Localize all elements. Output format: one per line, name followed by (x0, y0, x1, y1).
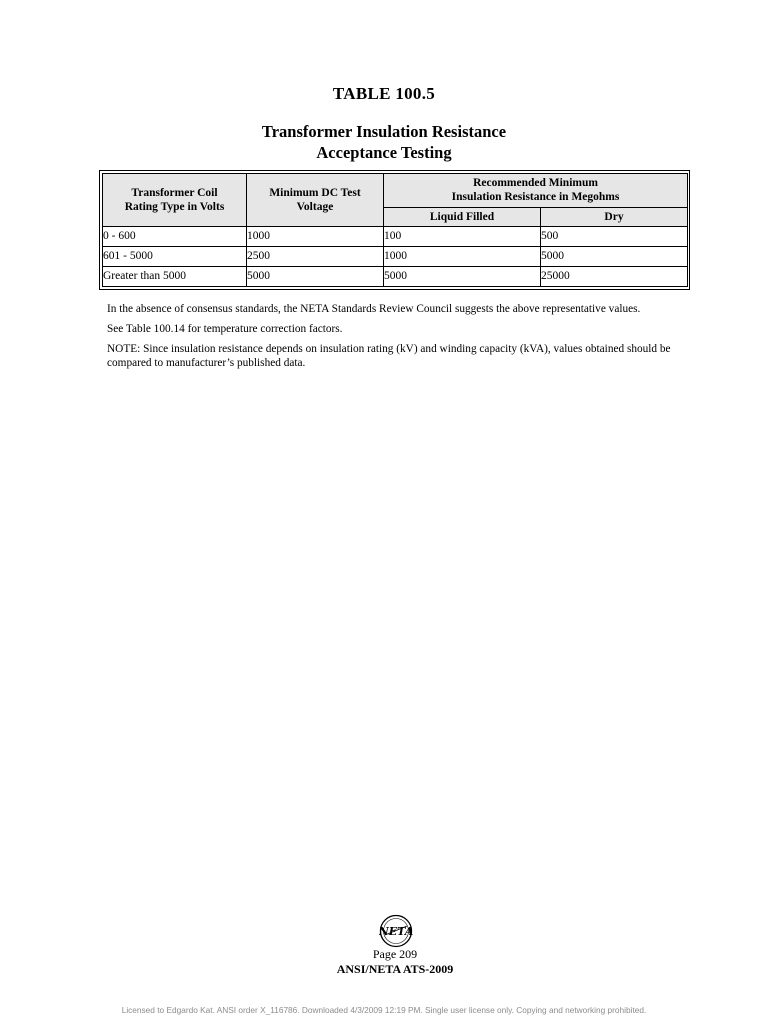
header-recommended-minimum (384, 174, 688, 208)
note-consensus-standards: In the absence of consensus standards, the NETA Standards Review Council suggests the above representative values. (107, 303, 641, 315)
table-title-line-2: Acceptance Testing (316, 143, 452, 162)
cell-dc-voltage: 5000 (247, 267, 384, 287)
header-dc-test-line-1: Minimum DC Test (269, 187, 361, 199)
cell-liquid-filled: 5000 (384, 267, 541, 287)
table-number: TABLE 100.5 (332, 84, 436, 103)
cell-dc-voltage: 1000 (247, 227, 384, 247)
note-manufacturer-data: NOTE: Since insulation resistance depends on insulation rating (kV) and winding capacity (kVA), values obtained should be compared to manufacturer’s published data. (107, 343, 671, 369)
cell-liquid-filled: 1000 (384, 247, 541, 267)
cell-dc-voltage: 2500 (247, 247, 384, 267)
standard-designation: ANSI/NETA ATS-2009 (336, 962, 454, 976)
table-row (103, 247, 688, 267)
svg-text:NETA: NETA (379, 925, 413, 938)
header-recommended-line-1: Recommended Minimum (473, 177, 598, 190)
cell-rating: Greater than 5000 (103, 267, 247, 287)
insulation-resistance-table-frame (99, 170, 690, 290)
license-notice: Licensed to Edgardo Kat. ANSI order X_116786. Downloaded 4/3/2009 12:19 PM. Single user license only. Copying and networking prohibited. (121, 1005, 647, 1015)
cell-dry: 500 (541, 227, 688, 247)
cell-liquid-filled: 100 (384, 227, 541, 247)
header-dc-test-line-2: Voltage (296, 201, 334, 213)
page-number: Page 209 (372, 947, 418, 961)
header-coil-rating-line-1: Transformer Coil (131, 187, 218, 199)
header-coil-rating-line-2: Rating Type in Volts (124, 201, 225, 213)
table-row (103, 227, 688, 247)
header-liquid-filled: Liquid Filled (384, 207, 541, 226)
header-dry: Dry (541, 207, 688, 226)
table-title (0, 121, 768, 163)
cell-rating: 601 - 5000 (103, 247, 247, 267)
table-notes (107, 302, 677, 376)
neta-logo-icon (379, 914, 413, 948)
table-title-line-1: Transformer Insulation Resistance (261, 122, 507, 141)
cell-dry: 25000 (541, 267, 688, 287)
note-temperature-correction: See Table 100.14 for temperature correction factors. (107, 323, 343, 335)
header-dc-test-voltage (247, 174, 384, 227)
insulation-resistance-table (102, 173, 688, 287)
cell-rating: 0 - 600 (103, 227, 247, 247)
header-recommended-line-2: Insulation Resistance in Megohms (451, 191, 620, 204)
cell-dry: 5000 (541, 247, 688, 267)
table-row (103, 267, 688, 287)
header-coil-rating (103, 174, 247, 227)
